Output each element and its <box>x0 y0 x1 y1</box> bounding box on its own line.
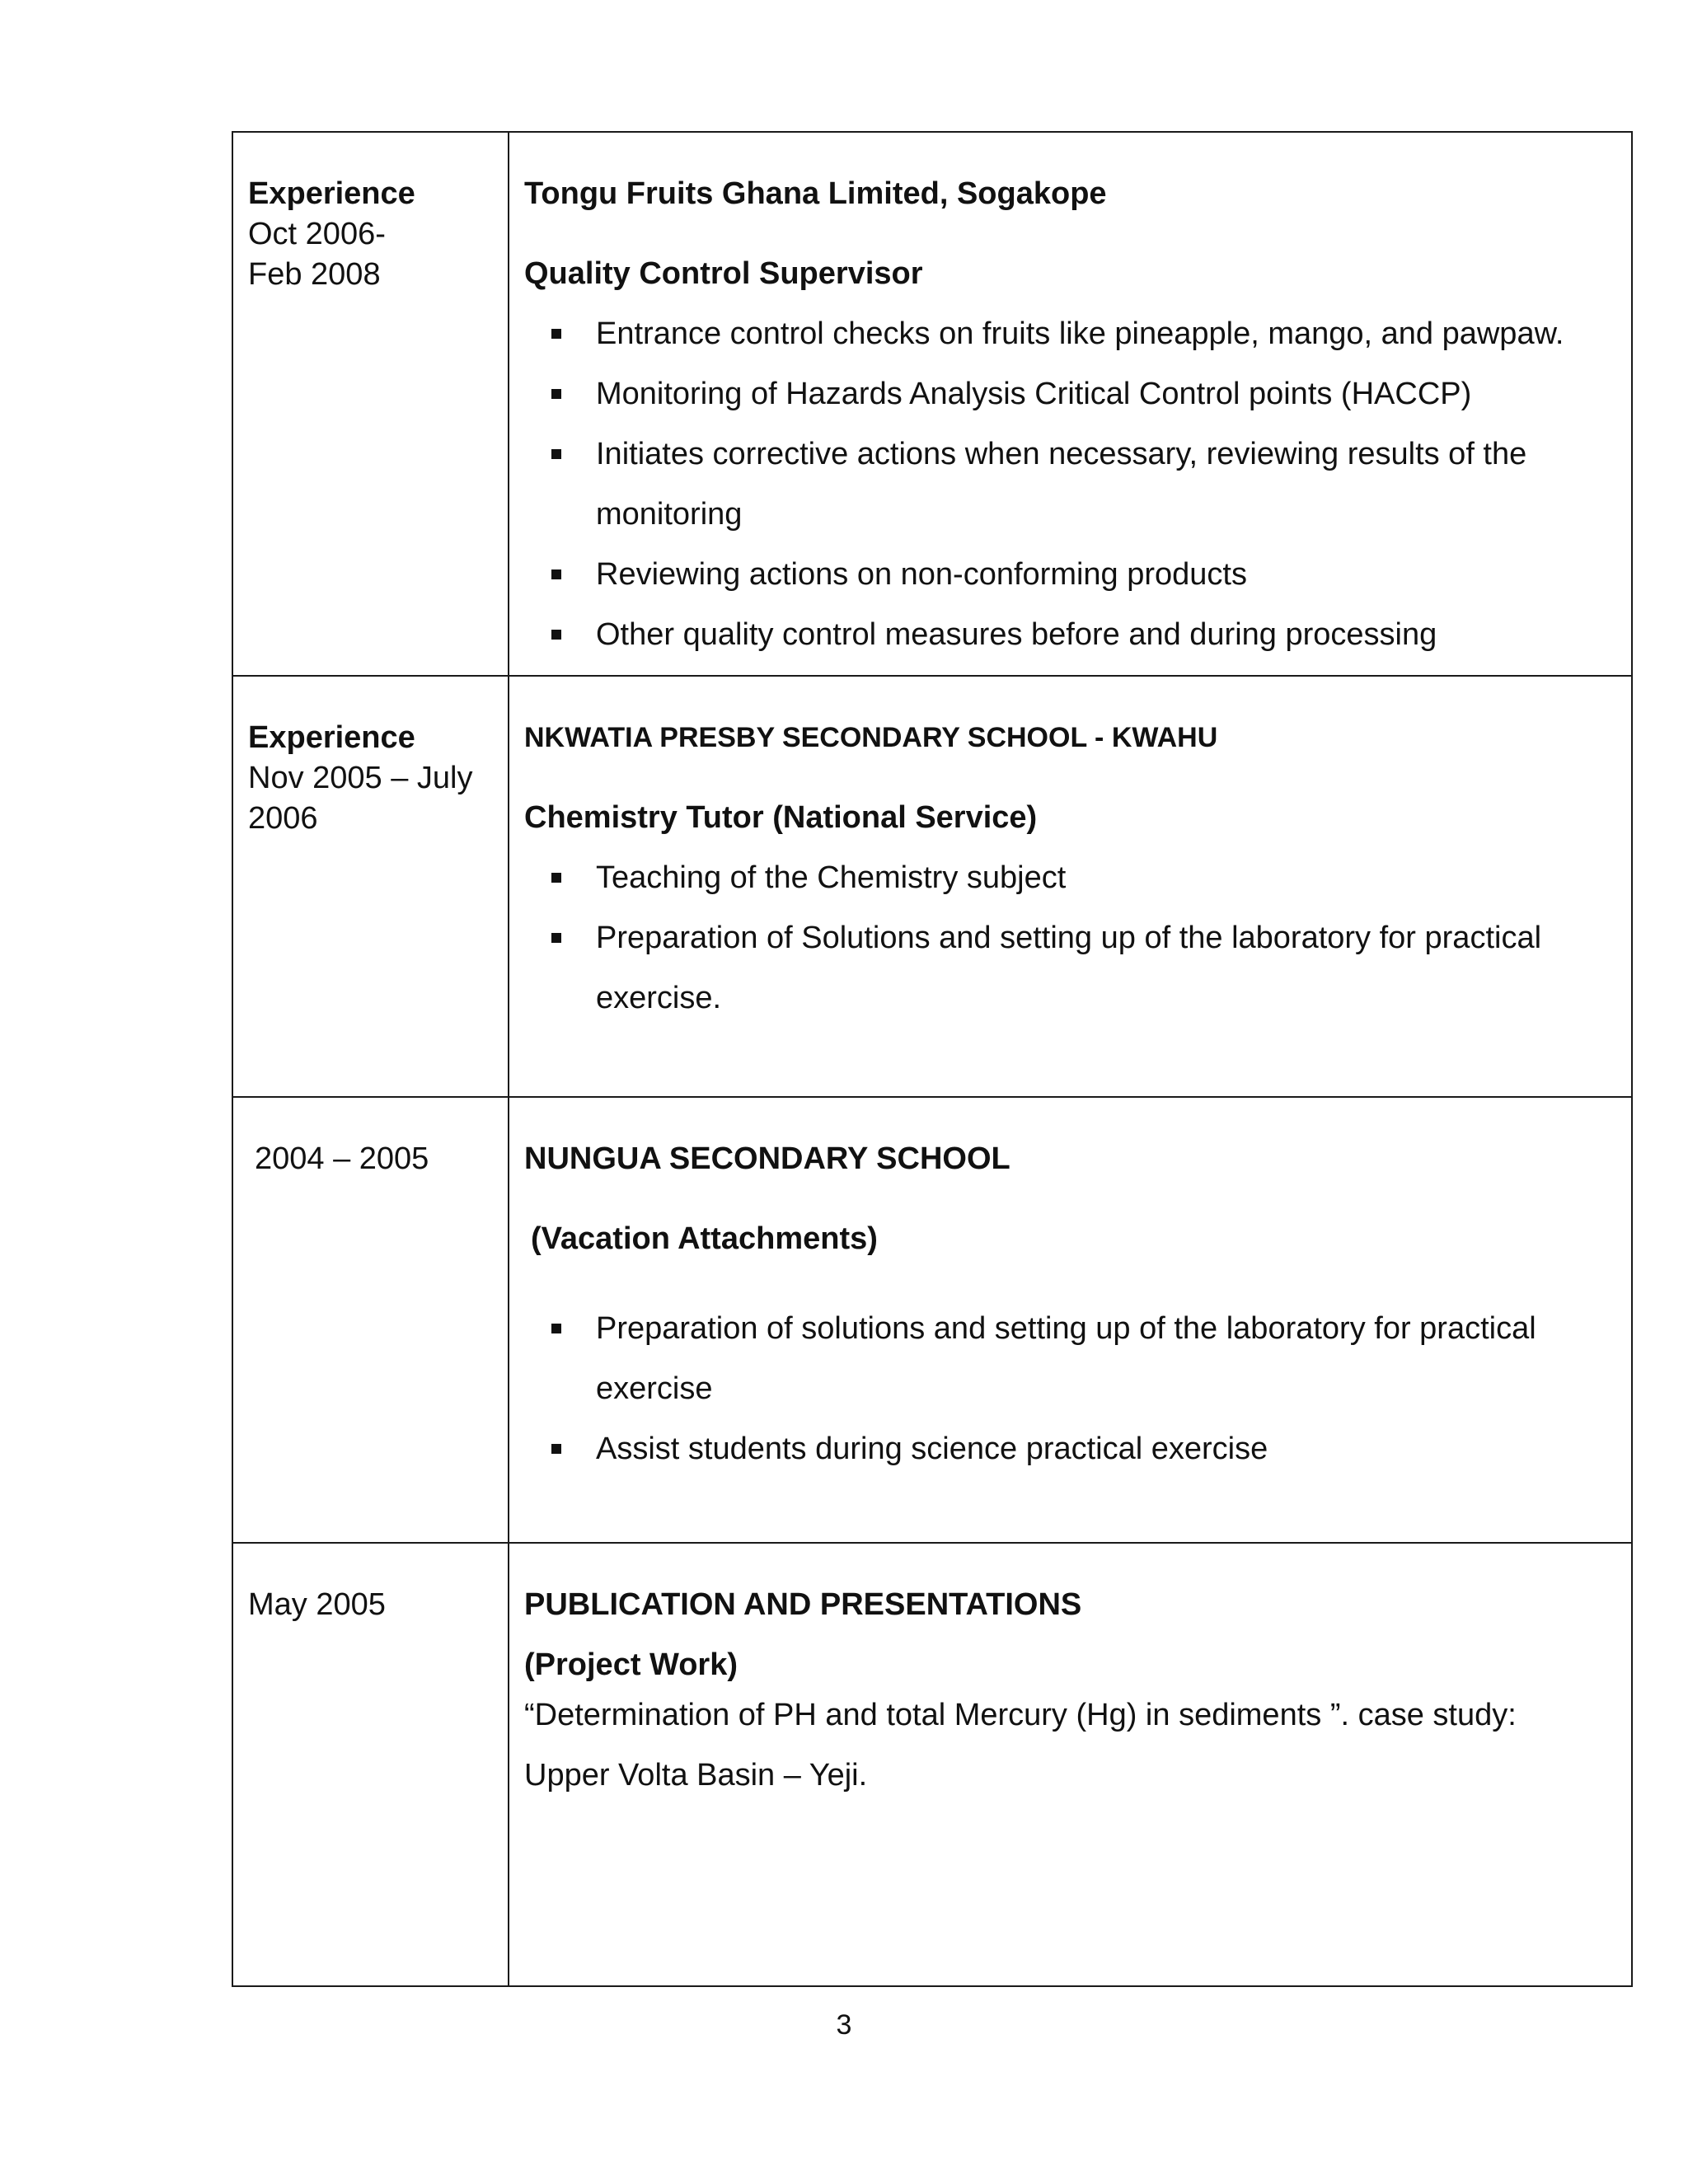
job-title: Chemistry Tutor (National Service) <box>524 800 1038 835</box>
detail-cell <box>509 132 1632 676</box>
table-row <box>232 1097 1632 1543</box>
section-label: Experience <box>248 176 415 211</box>
job-title: (Vacation Attachments) <box>531 1221 878 1256</box>
date-range: Oct 2006- Feb 2008 <box>248 217 386 292</box>
duties-list <box>524 304 1616 665</box>
list-item: Initiates corrective actions when necessary, reviewing results of the monitoring <box>524 424 1616 545</box>
detail-cell <box>509 676 1632 1097</box>
date-range: May 2005 <box>248 1587 386 1622</box>
date-cell <box>232 132 509 676</box>
list-item: Preparation of Solutions and setting up of the laboratory for practical exercise. <box>524 908 1616 1029</box>
publication-text: Upper Volta Basin – Yeji. <box>524 1758 868 1793</box>
list-item: Reviewing actions on non-conforming products <box>524 545 1616 605</box>
organization-name: NKWATIA PRESBY SECONDARY SCHOOL - KWAHU <box>524 722 1218 753</box>
duties-list <box>524 1299 1616 1479</box>
list-item: Other quality control measures before and during processing <box>524 605 1616 665</box>
publication-text: “Determination of PH and total Mercury (Hg) in sediments ”. case study: <box>524 1698 1517 1732</box>
table-row <box>232 1543 1632 1986</box>
list-item: Teaching of the Chemistry subject <box>524 848 1616 908</box>
detail-cell <box>509 1097 1632 1543</box>
list-item: Entrance control checks on fruits like pineapple, mango, and pawpaw. <box>524 304 1616 364</box>
list-item: Preparation of solutions and setting up of the laboratory for practical exercise <box>524 1299 1616 1419</box>
date-cell <box>232 1097 509 1543</box>
sub-heading: (Project Work) <box>524 1647 738 1682</box>
date-cell <box>232 1543 509 1986</box>
organization-name: Tongu Fruits Ghana Limited, Sogakope <box>524 176 1107 211</box>
date-cell <box>232 676 509 1097</box>
table-row <box>232 132 1632 676</box>
list-item: Assist students during science practical exercise <box>524 1419 1616 1479</box>
detail-cell <box>509 1543 1632 1986</box>
section-heading: PUBLICATION AND PRESENTATIONS <box>524 1587 1082 1622</box>
date-range: 2004 – 2005 <box>255 1141 429 1176</box>
section-label: Experience <box>248 720 415 755</box>
date-range: Nov 2005 – July 2006 <box>248 761 473 836</box>
job-title: Quality Control Supervisor <box>524 256 923 291</box>
page-number: 3 <box>836 2009 852 2041</box>
duties-list <box>524 848 1616 1029</box>
list-item: Monitoring of Hazards Analysis Critical Control points (HACCP) <box>524 364 1616 424</box>
table-row <box>232 676 1632 1097</box>
cv-table <box>232 131 1633 1987</box>
organization-name: NUNGUA SECONDARY SCHOOL <box>524 1141 1010 1176</box>
